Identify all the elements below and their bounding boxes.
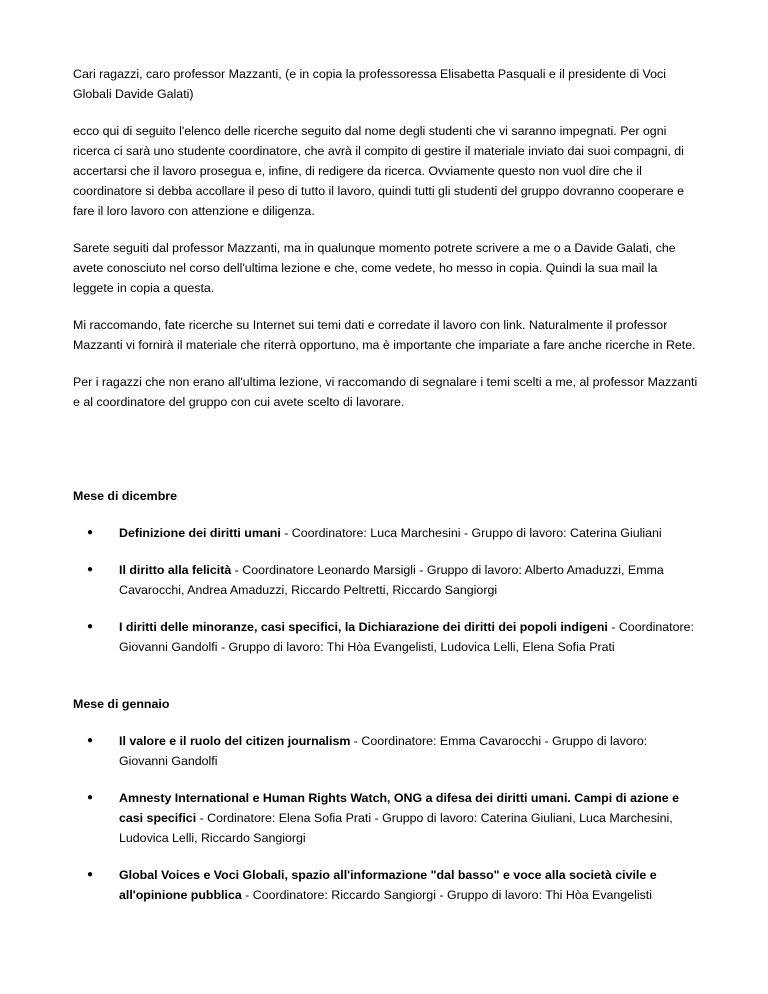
topic-list-gennaio <box>73 731 699 905</box>
list-item <box>73 523 699 543</box>
topic-detail: - Coordinatore Leonardo Marsigli - Gruppo di lavoro: Alberto Amaduzzi, Emma Cavarocchi, Andrea Amaduzzi, Riccardo Peltretti, Riccardo Sangiorgi <box>119 563 664 597</box>
topic-detail: - Coordinatore: Giovanni Gandolfi - Gruppo di lavoro: Thi Hòa Evangelisti, Ludovica Lelli, Elena Sofia Prati <box>119 620 694 654</box>
bullet-icon: ● <box>87 869 94 880</box>
bullet-icon: ● <box>87 792 94 803</box>
intro-paragraph: Mi raccomando, fate ricerche su Internet sui temi dati e corredate il lavoro con link. Naturalmente il professor Mazzanti vi fornirà il materiale che riterrà opportuno, ma è importante che impariate a fare anche ricerche in Rete. <box>73 318 696 352</box>
bullet-icon: ● <box>87 564 94 575</box>
topic-title: Global Voices e Voci Globali, spazio all'informazione "dal basso" e voce alla società civile e all'opinione pubblica <box>119 868 657 902</box>
list-item <box>73 788 699 848</box>
topic-title: Il diritto alla felicità <box>119 563 232 577</box>
section-heading-gennaio: Mese di gennaio <box>73 697 170 711</box>
intro-paragraph: Per i ragazzi che non erano all'ultima lezione, vi raccomando di segnalare i temi scelti a me, al professor Mazzanti e al coordinatore del gruppo con cui avete scelto di lavorare. <box>73 375 698 409</box>
topic-detail: - Coordinatore: Emma Cavarocchi - Gruppo di lavoro: Giovanni Gandolfi <box>119 734 648 768</box>
bullet-icon: ● <box>87 527 94 538</box>
topic-detail: - Cordinatore: Elena Sofia Prati - Gruppo di lavoro: Caterina Giuliani, Luca Marchesini, Ludovica Lelli, Riccardo Sangiorgi <box>119 811 673 845</box>
intro-greeting: Cari ragazzi, caro professor Mazzanti, (e in copia la professoressa Elisabetta Pasquali e il presidente di Voci Globali Davide Galati) <box>73 67 666 101</box>
list-item <box>73 560 699 600</box>
intro-paragraph: Sarete seguiti dal professor Mazzanti, ma in qualunque momento potrete scrivere a me o a Davide Galati, che avete conosciuto nel corso dell'ultima lezione e che, come vedete, ho messo in copia. Quindi la sua mail la leggete in copia a questa. <box>73 241 676 295</box>
topic-title: I diritti delle minoranze, casi specifici, la Dichiarazione dei diritti dei popoli indigeni <box>119 620 608 634</box>
intro-paragraph: ecco qui di seguito l'elenco delle ricerche seguito dal nome degli studenti che vi saranno impegnati. Per ogni ricerca ci sarà uno studente coordinatore, che avrà il compito di gestire il materiale inviato dai suoi compagni, di accertarsi che il lavoro prosegua e, infine, di redigere da ricerca. Ovviamente questo non vuol dire che il coordinatore si debba accollare il peso di tutto il lavoro, quindi tutti gli studenti del gruppo dovranno cooperare e fare il loro lavoro con attenzione e diligenza. <box>73 124 684 218</box>
list-item <box>73 865 699 905</box>
list-item <box>73 731 699 771</box>
topic-detail: - Coordinatore: Riccardo Sangiorgi - Gruppo di lavoro: Thi Hòa Evangelisti <box>241 888 652 902</box>
topic-list-dicembre <box>73 523 699 657</box>
topic-title: Il valore e il ruolo del citizen journalism <box>119 734 351 748</box>
topic-detail: - Coordinatore: Luca Marchesini - Gruppo di lavoro: Caterina Giuliani <box>280 526 662 540</box>
topic-title: Amnesty International e Human Rights Watch, ONG a difesa dei diritti umani. Campi di azione e casi specifici <box>119 791 679 825</box>
document-body <box>73 64 699 905</box>
list-item <box>73 617 699 657</box>
topic-title: Definizione dei diritti umani <box>119 526 281 540</box>
section-heading-dicembre: Mese di dicembre <box>73 489 177 503</box>
bullet-icon: ● <box>87 735 94 746</box>
bullet-icon: ● <box>87 621 94 632</box>
